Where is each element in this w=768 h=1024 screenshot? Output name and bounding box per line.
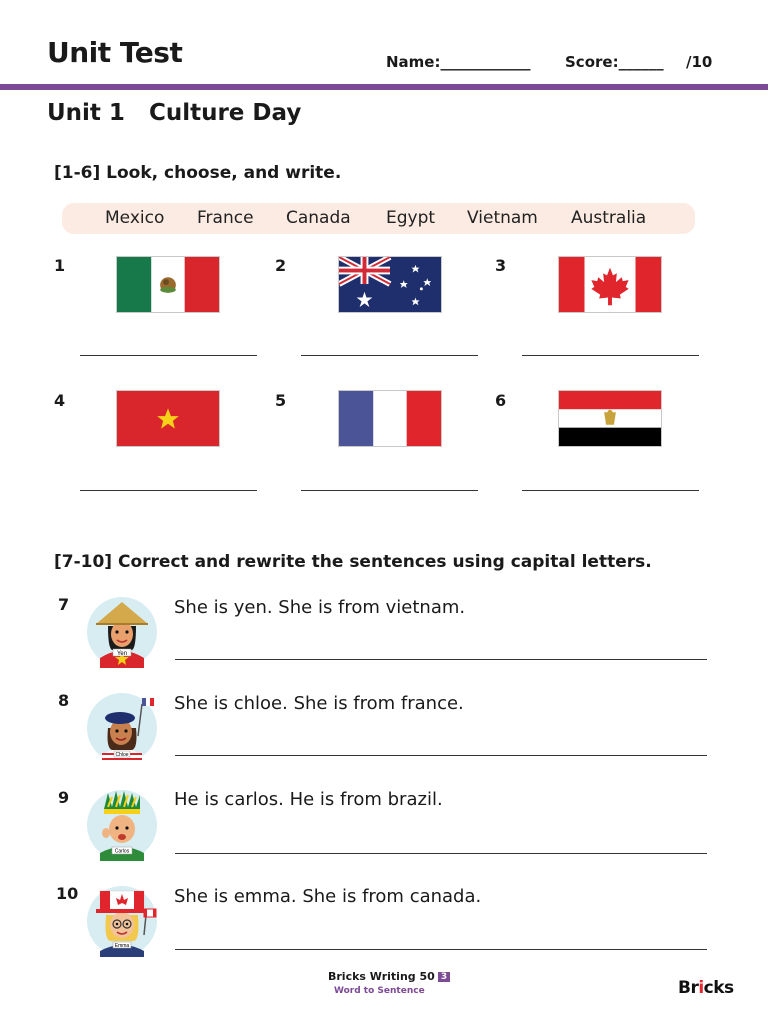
emma-name-tag: Emma (114, 943, 130, 949)
carlos-name-tag: Carlos (114, 848, 130, 855)
sentence-9: He is carlos. He is from brazil. (174, 789, 443, 810)
chloe-name-tag: Chloe (115, 752, 129, 758)
footer-book-title: Bricks Writing 50 3 (328, 970, 450, 983)
word-bank-item: France (197, 208, 254, 228)
word-bank-item: Canada (286, 208, 351, 228)
word-bank-item: Australia (571, 208, 647, 228)
page-title: Unit Test (47, 36, 183, 69)
chloe-avatar (86, 692, 158, 764)
answer-line[interactable] (301, 490, 478, 491)
question-number: 3 (495, 256, 507, 275)
rewrite-line[interactable] (175, 659, 707, 660)
yen-avatar (86, 596, 158, 668)
answer-line[interactable] (522, 490, 699, 491)
answer-line[interactable] (301, 355, 478, 356)
word-bank-item: Egypt (386, 208, 436, 228)
question-number: 7 (58, 595, 70, 614)
rewrite-line[interactable] (175, 755, 707, 756)
rewrite-line[interactable] (175, 949, 707, 950)
question-number: 2 (275, 256, 287, 275)
score-field[interactable]: Score:______ (565, 53, 664, 71)
emma-avatar (86, 885, 158, 957)
section2-instruction: [7-10] Correct and rewrite the sentences using capital letters. (54, 552, 652, 572)
question-number: 6 (495, 391, 507, 410)
section1-instruction: [1-6] Look, choose, and write. (54, 163, 342, 183)
question-number: 5 (275, 391, 287, 410)
australia-flag (338, 256, 442, 313)
answer-line[interactable] (522, 355, 699, 356)
vietnam-flag (116, 390, 220, 447)
score-max: /10 (686, 53, 713, 71)
sentence-8: She is chloe. She is from france. (174, 693, 464, 714)
rewrite-line[interactable] (175, 853, 707, 854)
unit-number: Unit 1 (47, 100, 125, 126)
unit-name: Culture Day (148, 100, 302, 126)
yen-name-tag: Yen (116, 651, 128, 657)
answer-line[interactable] (80, 490, 257, 491)
word-bank-item: Mexico (105, 208, 165, 228)
footer-subtitle: Word to Sentence (334, 986, 425, 996)
answer-line[interactable] (80, 355, 257, 356)
question-number: 8 (58, 691, 70, 710)
france-flag (338, 390, 442, 447)
egypt-flag (558, 390, 662, 447)
question-number: 10 (56, 884, 79, 903)
word-bank (62, 203, 695, 234)
level-badge: 3 (438, 972, 450, 982)
mexico-flag (116, 256, 220, 313)
question-number: 9 (58, 788, 70, 807)
unit-heading (47, 100, 301, 126)
question-number: 4 (54, 391, 66, 410)
sentence-7: She is yen. She is from vietnam. (174, 597, 466, 618)
sentence-10: She is emma. She is from canada. (174, 886, 482, 907)
question-number: 1 (54, 256, 66, 275)
carlos-avatar (86, 789, 158, 861)
brand-logo: Bricks (678, 978, 734, 998)
word-bank-item: Vietnam (467, 208, 538, 228)
header-divider (0, 84, 768, 90)
canada-flag (558, 256, 662, 313)
name-field[interactable]: Name:____________ (386, 53, 531, 71)
